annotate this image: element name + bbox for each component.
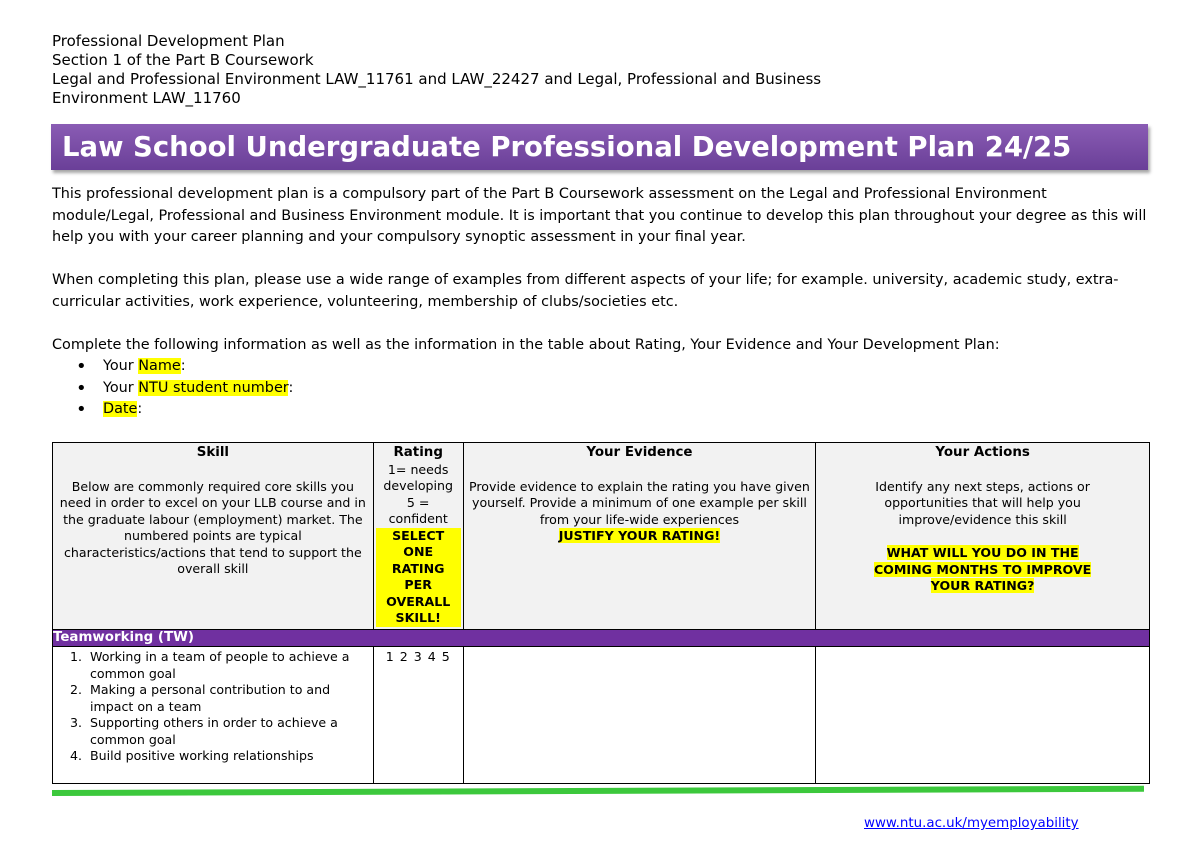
header-rating-title: Rating <box>393 445 443 460</box>
rating-options[interactable]: 1 2 3 4 5 <box>385 649 451 664</box>
header-evidence-desc: Provide evidence to explain the rating you have given yourself. Provide a minimum of one example per skill from your life-wide experiences <box>469 478 810 527</box>
header-evidence-title: Your Evidence <box>586 445 693 460</box>
page-title: Law School Undergraduate Professional Development Plan 24/25 <box>62 131 1072 163</box>
table-row <box>53 647 1150 784</box>
header-line-3: Legal and Professional Environment LAW_11761 and LAW_22427 and Legal, Professional and Business <box>52 70 822 88</box>
header-actions-title: Your Actions <box>935 445 1030 460</box>
header-skill-title: Skill <box>196 445 230 460</box>
rating-cell[interactable] <box>373 647 463 784</box>
date-field-label: Date <box>103 401 138 417</box>
header-actions <box>816 443 1150 630</box>
green-divider <box>52 786 1144 796</box>
evidence-cell[interactable] <box>463 647 816 784</box>
header-line-2: Section 1 of the Part B Coursework <box>52 51 314 69</box>
required-info-list <box>52 356 1152 421</box>
header-rating <box>373 443 463 630</box>
header-line-4: Environment LAW_11760 <box>52 89 241 107</box>
actions-emphasis: WHAT WILL YOU DO IN THE COMING MONTHS TO IMPROVE YOUR RATING? <box>873 545 1092 593</box>
section-title: Teamworking (TW) <box>53 629 1150 647</box>
header-skill-desc: Below are commonly required core skills you need in order to excel on your LLB course and in the graduate labour (employment) market. The numbered points are typical characteristics/actions that tend to support the overall skill <box>59 478 366 576</box>
student-number-field-label: NTU student number <box>138 379 289 396</box>
list-item-student-number[interactable]: • Your NTU student number: <box>76 378 1152 400</box>
evidence-emphasis: JUSTIFY YOUR RATING! <box>558 528 721 543</box>
rating-scale-low: 1= needs developing <box>383 461 453 493</box>
employability-link[interactable]: www.ntu.ac.uk/myemployability <box>864 816 1079 831</box>
list-item-date[interactable]: • Date: <box>76 399 1152 421</box>
header-actions-desc: Identify any next steps, actions or opportunities that will help you improve/evidence this skill <box>875 478 1090 527</box>
rating-instruction: SELECT ONE RATING PER OVERALL SKILL! <box>376 528 461 627</box>
actions-cell[interactable] <box>816 647 1150 784</box>
skills-table <box>52 442 1150 784</box>
list-item: 4. Build positive working relationships <box>86 748 367 765</box>
table-header-row <box>53 443 1150 630</box>
header-line-1: Professional Development Plan <box>52 32 285 50</box>
intro-section <box>52 184 1152 421</box>
list-item: 3. Supporting others in order to achieve a common goal <box>86 715 367 748</box>
name-field-label: Name <box>138 358 181 374</box>
skill-items-list <box>53 647 373 767</box>
intro-paragraph-1: This professional development plan is a compulsory part of the Part B Coursework assessment on the Legal and Professional Environment module/Legal, Professional and Business Environment module. It is important that you continue to develop this plan throughout your degree as this will help you with your career planning and your compulsory synoptic assessment in your final year. <box>52 186 1147 245</box>
intro-paragraph-2: When completing this plan, please use a wide range of examples from different aspects of your life; for example. university, academic study, extra-curricular activities, work experience, volunteering, membership of clubs/societies etc. <box>52 272 1119 310</box>
list-item: 1. Working in a team of people to achieve a common goal <box>86 649 367 682</box>
list-item-name[interactable]: • Your Name: <box>76 356 1152 378</box>
section-row-teamworking <box>53 629 1150 647</box>
rating-scale-high: 5 = confident <box>388 494 448 526</box>
intro-paragraph-3: Complete the following information as well as the information in the table about Rating, Your Evidence and Your Development Plan: <box>52 336 1000 353</box>
skill-items-cell <box>53 647 374 784</box>
list-item: 2. Making a personal contribution to and impact on a team <box>86 682 367 715</box>
document-header <box>52 32 821 108</box>
title-banner <box>51 124 1148 170</box>
header-evidence <box>463 443 816 630</box>
header-skill <box>53 443 374 630</box>
